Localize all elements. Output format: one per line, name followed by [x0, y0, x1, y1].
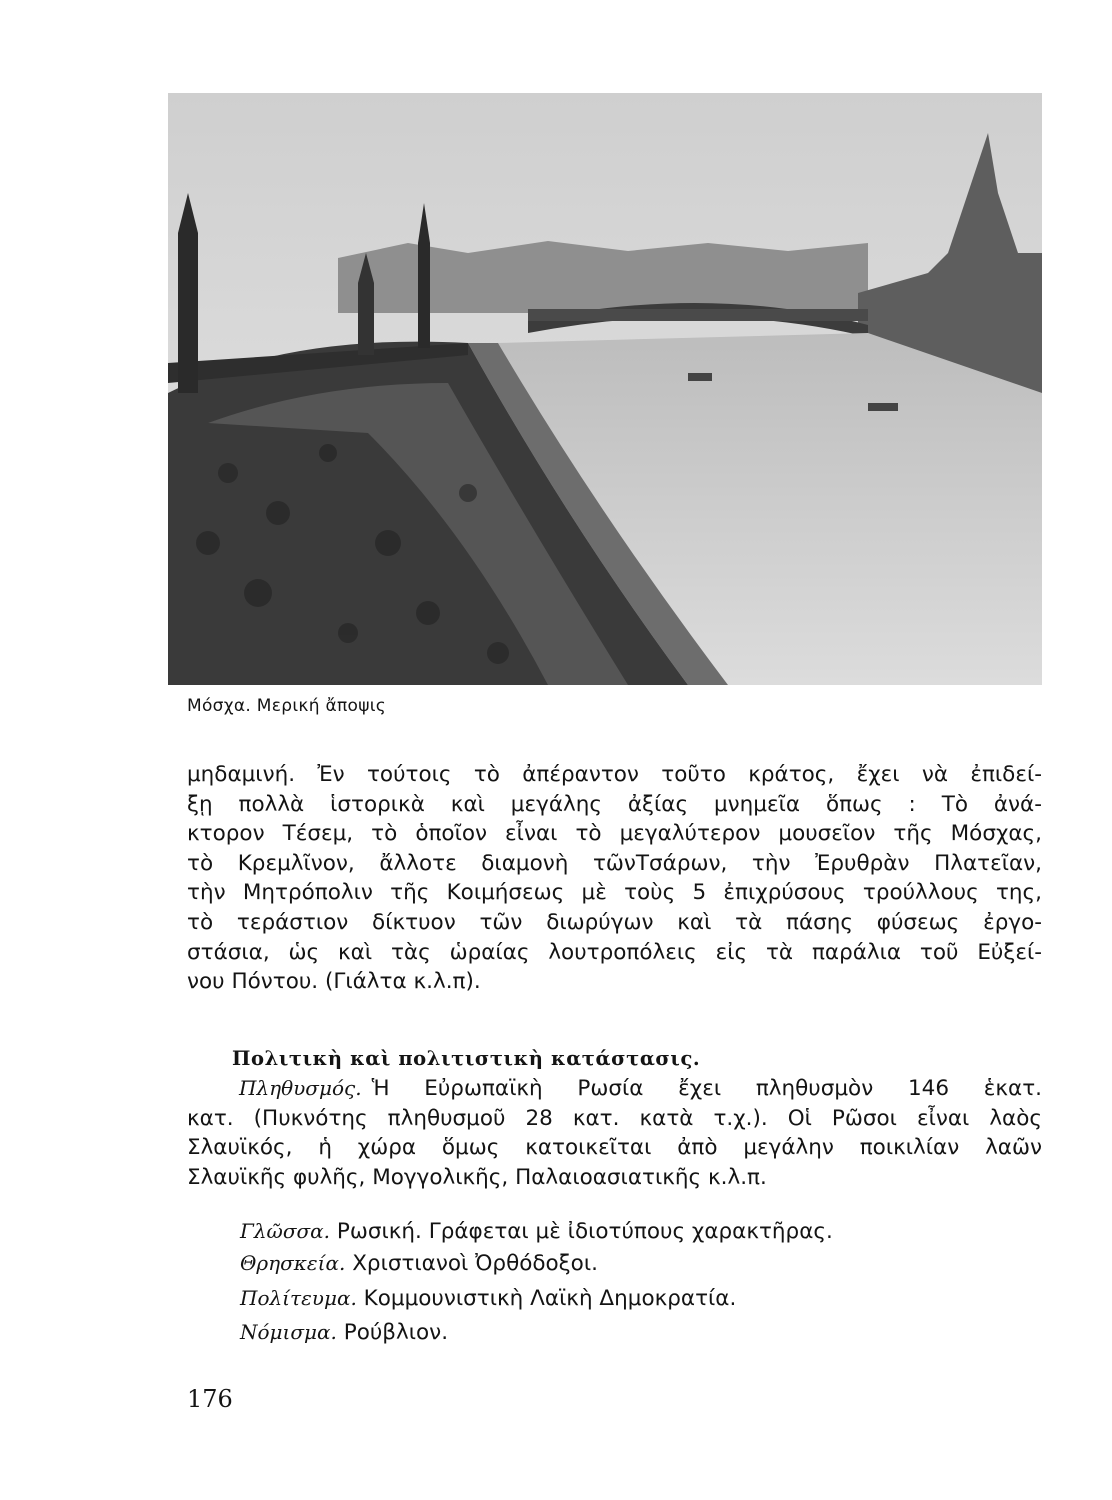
population-line2: κατ. (Πυκνότης πληθυσμοῦ 28 κατ. κατὰ τ.χ.). Οἱ Ρῶσοι εἶναι λαὸς	[187, 1105, 1042, 1131]
definition-government	[240, 1286, 736, 1311]
definition-text: Ρωσική. Γράφεται μὲ ἰδιοτύπους χαρακτῆρας.	[336, 1219, 833, 1244]
text-line: στάσια, ὡς καὶ τὰς ὡραίας λουτροπόλεις εἰς τὰ παράλια τοῦ Εὐξεί-	[187, 939, 1042, 965]
definition-term: Πολίτευμα.	[240, 1286, 357, 1310]
text-line: τὴν Μητρόπολιν τῆς Κοιμήσεως μὲ τοὺς 5 ἐπιχρύσους τρούλλους της,	[187, 880, 1042, 906]
text-line	[187, 1074, 1042, 1104]
photo-caption: Μόσχα. Μερική ἄποψις	[187, 696, 387, 716]
text-line: μηδαμινή. Ἐν τούτοις τὸ ἀπέραντον τοῦτο κράτος, ἔχει νὰ ἐπιδεί-	[187, 762, 1042, 787]
definition-currency	[240, 1320, 448, 1345]
population-line1: Ἡ Εὐρωπαϊκὴ Ρωσία ἔχει πληθυσμὸν 146 ἑκατ.	[371, 1076, 1042, 1101]
moscow-photo-illustration	[168, 93, 1042, 685]
definition-term: Νόμισμα.	[240, 1320, 337, 1344]
section-heading: Πολιτικὴ καὶ πολιτιστικὴ κατάστασις.	[232, 1047, 701, 1070]
page-number: 176	[187, 1385, 233, 1413]
definition-text: Ρούβλιον.	[343, 1320, 449, 1345]
definition-term: Γλῶσσα.	[240, 1219, 331, 1243]
text-line: κτορον Τέσεμ, τὸ ὁποῖον εἶναι τὸ μεγαλύτερον μουσεῖον τῆς Μόσχας,	[187, 821, 1042, 847]
text-line: ξῃ πολλὰ ἱστορικὰ καὶ μεγάλης ἀξίας μνημεῖα ὅπως : Τὸ ἀνά-	[187, 791, 1042, 817]
definition-religion	[240, 1251, 598, 1276]
text-line: τὸ τεράστιον δίκτυον τῶν διωρύγων καὶ τὰ πάσης φύσεως ἐργο-	[187, 909, 1042, 935]
paragraph-monuments	[187, 760, 1042, 997]
definition-text: Κομμουνιστικὴ Λαϊκὴ Δημοκρατία.	[363, 1286, 737, 1311]
definition-language	[240, 1219, 833, 1244]
population-term: Πληθυσμός.	[239, 1076, 362, 1100]
paragraph-population	[187, 1074, 1042, 1192]
moscow-photo	[168, 93, 1042, 685]
text-line: τὸ Κρεμλῖνον, ἄλλοτε διαμονὴ τῶνΤσάρων, τὴν Ἐρυθρὰν Πλατεῖαν,	[187, 850, 1042, 876]
definition-term: Θρησκεία.	[240, 1251, 346, 1275]
population-line3: Σλαυϊκός, ἡ χώρα ὅμως κατοικεῖται ἀπὸ μεγάλην ποικιλίαν λαῶν	[187, 1135, 1042, 1161]
population-line4: Σλαυϊκῆς φυλῆς, Μογγολικῆς, Παλαιοασιατικῆς κ.λ.π.	[187, 1164, 767, 1190]
text-line: νου Πόντου. (Γιάλτα κ.λ.π).	[187, 969, 481, 995]
definition-text: Χριστιανοὶ Ὀρθόδοξοι.	[352, 1251, 598, 1276]
